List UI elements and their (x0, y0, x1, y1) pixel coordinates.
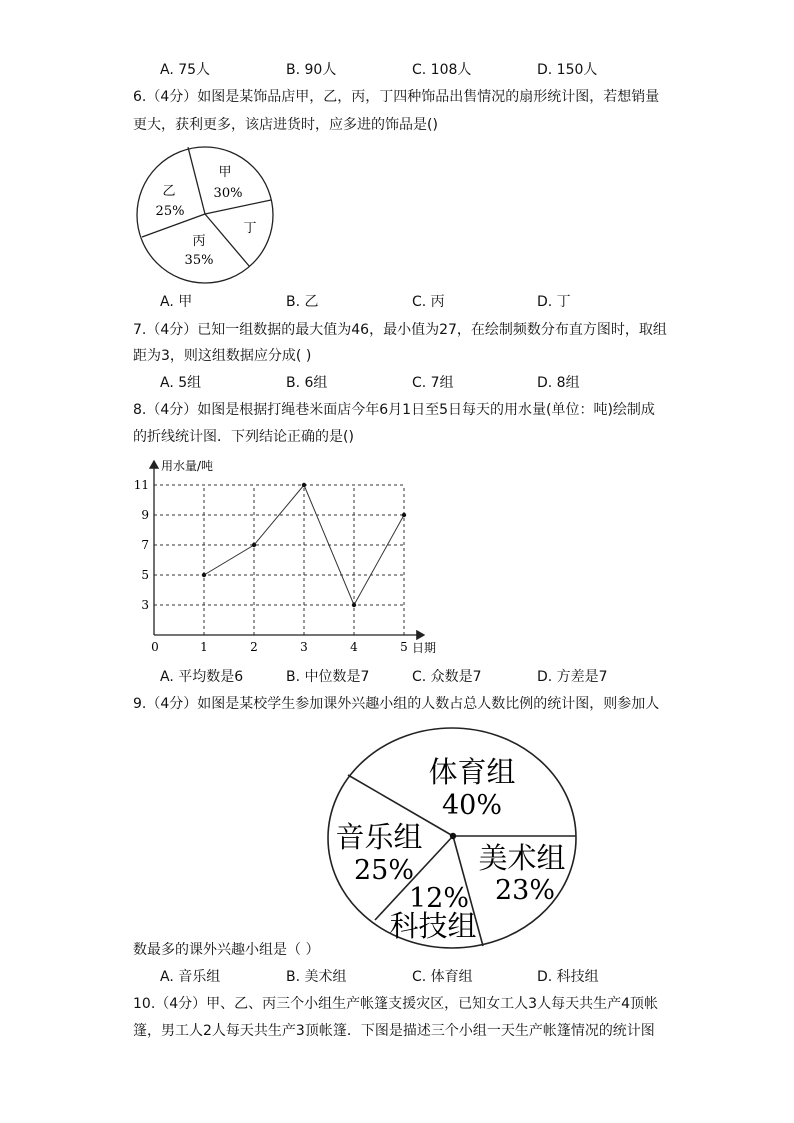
q8-xtick-4: 4 (350, 640, 358, 654)
q8-option-a[interactable]: A. 平均数是6 (160, 669, 244, 685)
q9-label-tiyu: 体育组 (428, 755, 516, 789)
q6-stem-line-1: 6.（4分）如图是某饰品店甲，乙，丙，丁四种饰品出售情况的扇形统计图，若想销量 (133, 89, 660, 105)
q8-point-4 (352, 603, 356, 607)
q6-label-ding: 丁 (243, 221, 257, 236)
q6-value-bing: 35% (184, 253, 214, 268)
q6-value-yi: 25% (155, 204, 185, 219)
q9-stem-line-1: 9.（4分）如图是某校学生参加课外兴趣小组的人数占总人数比例的统计图，则参加人 (133, 696, 660, 712)
q9-center-dot (450, 833, 456, 839)
q9-value-tiyu: 40% (441, 790, 503, 821)
q5-options (160, 60, 720, 80)
q6-divider-jia-ding (205, 200, 271, 214)
q6-value-jia: 30% (213, 186, 243, 201)
q6-stem-line-2: 更大，获利更多，该店进货时，应多进的饰品是() (133, 117, 438, 133)
q5-option-a[interactable]: A. 75人 (160, 62, 211, 78)
q8-ytick-11: 11 (133, 478, 149, 492)
q9-label-meishu: 美术组 (478, 841, 566, 875)
q9-value-keji: 12% (408, 883, 470, 914)
q6-label-jia: 甲 (218, 165, 232, 180)
q8-point-2 (252, 543, 256, 547)
q8-line-chart (130, 455, 450, 660)
q9-label-yinyue: 音乐组 (335, 820, 423, 854)
q8-xtick-2: 2 (250, 640, 258, 654)
q8-xtick-3: 3 (300, 640, 308, 654)
q9-option-c[interactable]: C. 体育组 (412, 969, 473, 985)
q8-option-c[interactable]: C. 众数是7 (412, 669, 482, 685)
q9-option-b[interactable]: B. 美术组 (286, 969, 347, 985)
q6-options (160, 292, 720, 312)
q7-stem-line-1: 7.（4分）已知一组数据的最大值为46，最小值为27，在绘制频数分布直方图时，取组 (133, 322, 667, 338)
q8-origin-label: 0 (151, 640, 159, 654)
q8-point-5 (402, 513, 406, 517)
q5-option-c[interactable]: C. 108人 (412, 62, 472, 78)
q8-ytick-7: 7 (141, 538, 149, 552)
q9-option-a[interactable]: A. 音乐组 (160, 969, 221, 985)
q6-option-b[interactable]: B. 乙 (286, 294, 319, 310)
q8-ytick-5: 5 (141, 568, 149, 582)
q9-label-keji: 科技组 (389, 909, 477, 943)
q7-options (160, 373, 720, 393)
q6-option-d[interactable]: D. 丁 (537, 294, 571, 310)
q10-stem-line-2: 篷，男工人2人每天共生产3顶帐篷．下图是描述三个小组一天生产帐篷情况的统计图 (133, 1023, 655, 1039)
q6-divider-jia-yi (188, 147, 205, 214)
q7-option-a[interactable]: A. 5组 (160, 375, 202, 391)
q5-option-b[interactable]: B. 90人 (286, 62, 337, 78)
q8-stem-line-1: 8.（4分）如图是根据打绳巷米面店今年6月1日至5日每天的用水量(单位：吨)绘制成 (133, 402, 655, 418)
q9-value-meishu: 23% (494, 875, 556, 906)
q6-option-c[interactable]: C. 丙 (412, 294, 445, 310)
q7-option-d[interactable]: D. 8组 (537, 375, 580, 391)
q6-label-bing: 丙 (192, 234, 206, 249)
q8-option-b[interactable]: B. 中位数是7 (286, 669, 370, 685)
q6-option-a[interactable]: A. 甲 (160, 294, 193, 310)
q9-options (160, 967, 720, 987)
q8-point-1 (202, 573, 206, 577)
q7-stem-line-2: 距为3，则这组数据应分成( ) (133, 348, 312, 364)
q8-point-3 (302, 483, 306, 487)
q6-label-yi: 乙 (162, 184, 176, 199)
q8-stem-line-2: 的折线统计图．下列结论正确的是() (133, 429, 354, 445)
q6-pie-chart (134, 144, 276, 286)
q8-ytick-9: 9 (141, 508, 149, 522)
q8-ytick-3: 3 (141, 598, 149, 612)
q9-option-d[interactable]: D. 科技组 (537, 969, 599, 985)
q9-value-yinyue: 25% (353, 855, 415, 886)
q7-option-c[interactable]: C. 7组 (412, 375, 454, 391)
q8-y-axis-label: 用水量/吨 (161, 459, 214, 473)
q8-options (160, 667, 720, 687)
q8-x-axis-label: 日期 (412, 641, 437, 655)
q10-stem-line-1: 10.（4分）甲、乙、丙三个小组生产帐篷支援灾区，已知女工人3人每天共生产4顶帐 (133, 996, 658, 1012)
q9-pie-chart (326, 727, 582, 952)
q7-option-b[interactable]: B. 6组 (286, 375, 328, 391)
q8-xtick-5: 5 (400, 640, 408, 654)
q8-option-d[interactable]: D. 方差是7 (537, 669, 608, 685)
q9-stem-line-2: 数最多的课外兴趣小组是（ ） (133, 942, 320, 958)
q5-option-d[interactable]: D. 150人 (537, 62, 598, 78)
q8-xtick-1: 1 (200, 640, 208, 654)
